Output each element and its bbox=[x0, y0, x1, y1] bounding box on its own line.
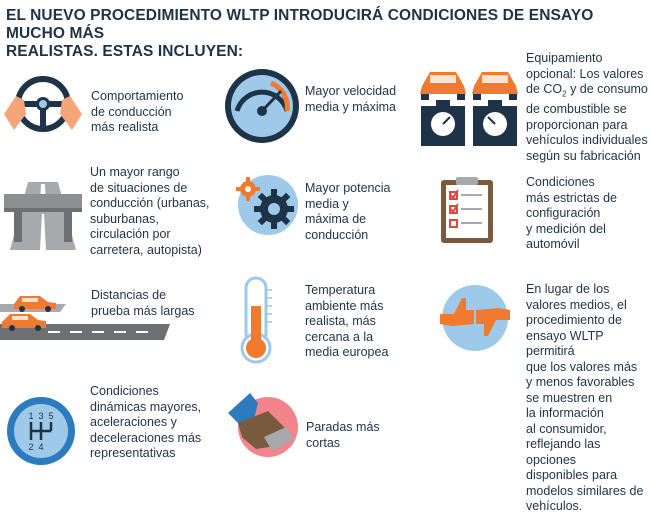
gear-digit-1: 1 bbox=[28, 411, 34, 421]
text-temperature: Temperatura ambiente más realista, más cercana a la media europea bbox=[305, 283, 389, 359]
gears-icon bbox=[230, 167, 302, 237]
text-driving-behaviour: Comportamiento de conducción más realista bbox=[91, 89, 184, 134]
text-dynamic-conditions: Condiciones dinámicas mayores, aceleraciones y deceleraciones más representativas bbox=[90, 384, 202, 460]
text-optional-equipment: Equipamiento opcional: Los valores de $CO_2$ y de consumo de combustible se proporcionan para vehículos individuales según su fabricación bbox=[526, 51, 648, 163]
foot-pedal-icon bbox=[224, 389, 300, 461]
text-speed: Mayor velocidad media y máxima bbox=[305, 84, 397, 114]
gear-digit-4: 4 bbox=[38, 442, 44, 452]
title-line-1: EL NUEVO PROCEDIMIENTO WLTP INTRODUCIRÁ CONDICIONES DE ENSAYO MUCHO MÁS bbox=[6, 7, 594, 42]
text-strict-conditions: Condiciones más estrictas de configuración y medición del automóvil bbox=[526, 175, 618, 251]
gear-digit-2: 2 bbox=[28, 442, 34, 452]
speedometer-icon bbox=[223, 67, 301, 145]
clipboard-checklist-icon bbox=[440, 176, 494, 244]
gear-digit-5: 5 bbox=[48, 411, 54, 421]
gearbox-icon bbox=[4, 394, 78, 468]
text-test-distances: Distancias de prueba más largas bbox=[91, 288, 195, 318]
title-line-2: REALISTAS. ESTAS INCLUYEN: bbox=[6, 43, 244, 60]
cars-on-scales-icon bbox=[418, 64, 520, 150]
steering-wheel-icon bbox=[2, 70, 84, 138]
text-driving-situations: Un mayor rango de situaciones de conducción (urbanas, suburbanas, circulación por carretera, autopista) bbox=[90, 165, 210, 257]
text-stops: Paradas más cortas bbox=[306, 420, 380, 450]
highway-overpass-icon bbox=[4, 172, 82, 252]
text-favourable-values: En lugar de los valores medios, el procedimiento de ensayo WLTP permitirá que los valores más y menos favorables se muestren en la información al consumidor, reflejando las opciones disponibles para modelos similares de vehículos. bbox=[526, 282, 644, 513]
gear-digit-3: 3 bbox=[38, 411, 44, 421]
text-power: Mayor potencia media y máxima de conducción bbox=[305, 181, 391, 242]
thermometer-icon bbox=[238, 276, 274, 364]
thumbs-up-down-icon bbox=[434, 284, 516, 352]
